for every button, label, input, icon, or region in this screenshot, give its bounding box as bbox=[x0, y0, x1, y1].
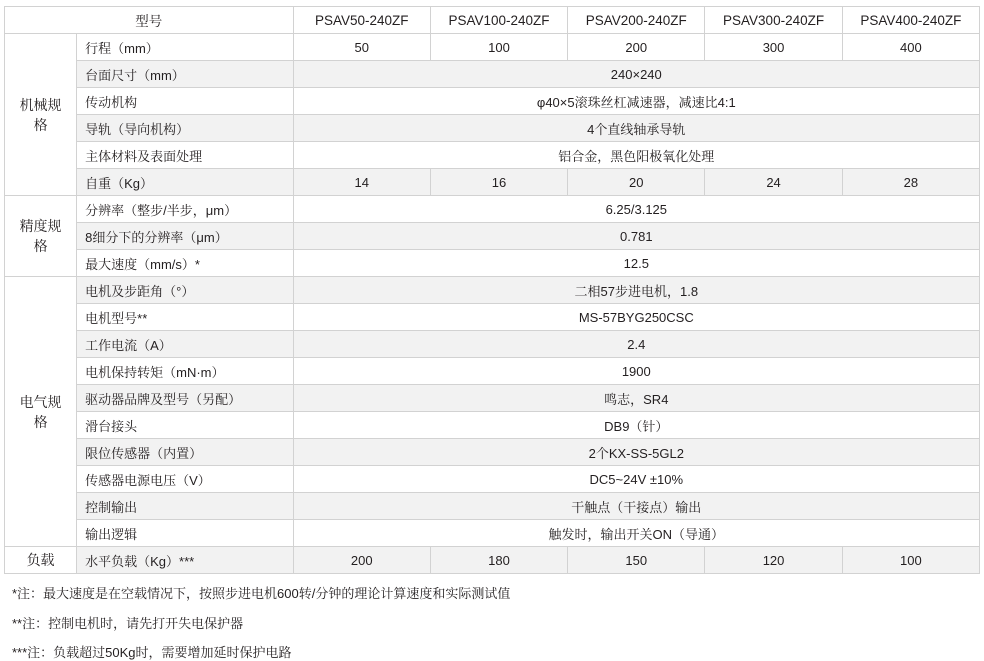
header-row bbox=[5, 7, 980, 34]
row-item-label: 自重（Kg） bbox=[77, 169, 293, 196]
table-row bbox=[5, 412, 980, 439]
table-row bbox=[5, 115, 980, 142]
table-row bbox=[5, 439, 980, 466]
row-item-label: 输出逻辑 bbox=[77, 520, 293, 547]
row-value: 200 bbox=[293, 547, 430, 574]
row-value: 14 bbox=[293, 169, 430, 196]
row-value: 180 bbox=[430, 547, 567, 574]
table-row bbox=[5, 88, 980, 115]
row-item-label: 行程（mm） bbox=[77, 34, 293, 61]
row-value-all-models: 1900 bbox=[293, 358, 979, 385]
row-item-label: 导轨（导向机构） bbox=[77, 115, 293, 142]
table-row bbox=[5, 466, 980, 493]
header-model-3: PSAV300-240ZF bbox=[705, 7, 842, 34]
note-2: ***注：负载超过50Kg时，需要增加延时保护电路 bbox=[12, 645, 292, 661]
table-row bbox=[5, 250, 980, 277]
row-item-label: 最大速度（mm/s）* bbox=[77, 250, 293, 277]
row-item-label: 限位传感器（内置） bbox=[77, 439, 293, 466]
table-row bbox=[5, 223, 980, 250]
row-value: 150 bbox=[568, 547, 705, 574]
row-value-all-models: 干触点（干接点）输出 bbox=[293, 493, 979, 520]
row-value-all-models: 铝合金，黑色阳极氧化处理 bbox=[293, 142, 979, 169]
row-item-label: 驱动器品牌及型号（另配） bbox=[77, 385, 293, 412]
row-item-label: 台面尺寸（mm） bbox=[77, 61, 293, 88]
row-item-label: 主体材料及表面处理 bbox=[77, 142, 293, 169]
group-label: 精度规格 bbox=[5, 196, 77, 277]
note-0: *注：最大速度是在空载情况下，按照步进电机600转/分钟的理论计算速度和实际测试值 bbox=[12, 586, 511, 601]
header-model-1: PSAV100-240ZF bbox=[430, 7, 567, 34]
row-value-all-models: φ40×5滚珠丝杠减速器，减速比4:1 bbox=[293, 88, 979, 115]
note-1: **注：控制电机时，请先打开失电保护器 bbox=[12, 615, 244, 631]
row-value-all-models: 6.25/3.125 bbox=[293, 196, 979, 223]
row-value-all-models: 4个直线轴承导轨 bbox=[293, 115, 979, 142]
row-value: 300 bbox=[705, 34, 842, 61]
table-row bbox=[5, 196, 980, 223]
row-value-all-models: MS-57BYG250CSC bbox=[293, 304, 979, 331]
row-value-all-models: 0.781 bbox=[293, 223, 979, 250]
header-model-0: PSAV50-240ZF bbox=[293, 7, 430, 34]
row-item-label: 电机保持转矩（mN·m） bbox=[77, 358, 293, 385]
table-row bbox=[5, 385, 980, 412]
row-item-label: 工作电流（A） bbox=[77, 331, 293, 358]
table-row bbox=[5, 304, 980, 331]
row-item-label: 水平负载（Kg）*** bbox=[77, 547, 293, 574]
row-item-label: 电机型号** bbox=[77, 304, 293, 331]
group-label: 负载 bbox=[5, 547, 77, 574]
row-value: 16 bbox=[430, 169, 567, 196]
row-value: 100 bbox=[430, 34, 567, 61]
row-value-all-models: 鸣志，SR4 bbox=[293, 385, 979, 412]
table-row bbox=[5, 358, 980, 385]
row-value-all-models: 240×240 bbox=[293, 61, 979, 88]
header-model-4: PSAV400-240ZF bbox=[842, 7, 979, 34]
row-value-all-models: 触发时，输出开关ON（导通） bbox=[293, 520, 979, 547]
row-value-all-models: 12.5 bbox=[293, 250, 979, 277]
row-value: 28 bbox=[842, 169, 979, 196]
row-item-label: 滑台接头 bbox=[77, 412, 293, 439]
row-value: 50 bbox=[293, 34, 430, 61]
table-row bbox=[5, 547, 980, 574]
row-value: 100 bbox=[842, 547, 979, 574]
table-row bbox=[5, 34, 980, 61]
table-row bbox=[5, 61, 980, 88]
table-row bbox=[5, 169, 980, 196]
header-model-2: PSAV200-240ZF bbox=[568, 7, 705, 34]
row-value-all-models: 2个KX-SS-5GL2 bbox=[293, 439, 979, 466]
header-model-label: 型号 bbox=[5, 7, 294, 34]
table-row bbox=[5, 142, 980, 169]
row-value: 20 bbox=[568, 169, 705, 196]
row-value: 24 bbox=[705, 169, 842, 196]
table-body bbox=[5, 34, 980, 574]
row-value: 400 bbox=[842, 34, 979, 61]
group-label: 电气规格 bbox=[5, 277, 77, 547]
row-value-all-models: 2.4 bbox=[293, 331, 979, 358]
row-item-label: 控制输出 bbox=[77, 493, 293, 520]
row-item-label: 8细分下的分辨率（μm） bbox=[77, 223, 293, 250]
specification-table bbox=[4, 6, 980, 574]
table-row bbox=[5, 520, 980, 547]
group-label: 机械规格 bbox=[5, 34, 77, 196]
row-item-label: 电机及步距角（°） bbox=[77, 277, 293, 304]
row-item-label: 分辨率（整步/半步，μm） bbox=[77, 196, 293, 223]
table-header bbox=[5, 7, 980, 34]
row-value-all-models: DC5~24V ±10% bbox=[293, 466, 979, 493]
row-value: 200 bbox=[568, 34, 705, 61]
row-value-all-models: DB9（针） bbox=[293, 412, 979, 439]
row-value-all-models: 二相57步进电机，1.8 bbox=[293, 277, 979, 304]
table-row bbox=[5, 331, 980, 358]
notes-block bbox=[4, 574, 980, 661]
row-item-label: 传动机构 bbox=[77, 88, 293, 115]
row-value: 120 bbox=[705, 547, 842, 574]
row-item-label: 传感器电源电压（V） bbox=[77, 466, 293, 493]
table-row bbox=[5, 493, 980, 520]
table-row bbox=[5, 277, 980, 304]
